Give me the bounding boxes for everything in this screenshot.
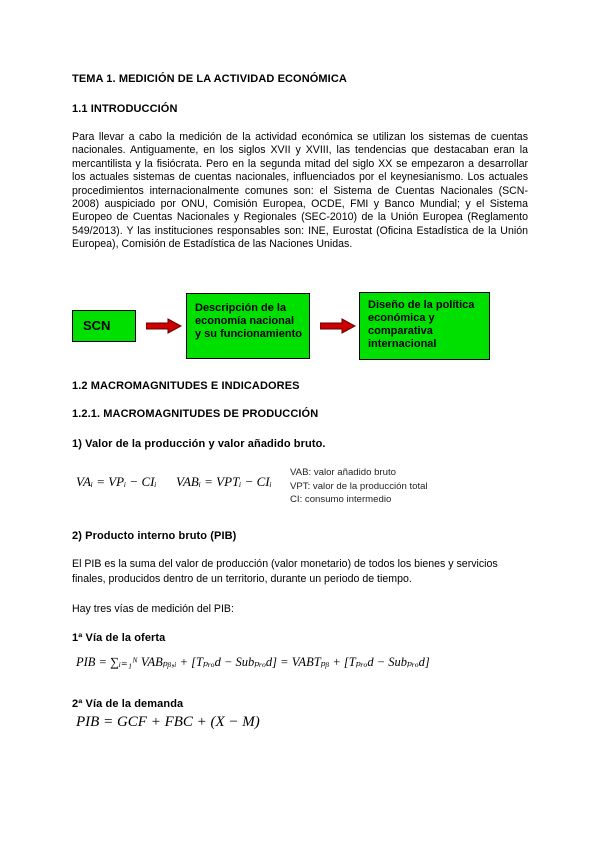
legend-line: CI: consumo intermedio [290,494,392,505]
section-heading-1-1: 1.1 INTRODUCCIÓN [72,103,178,115]
pib-paragraph: El PIB es la suma del valor de producción (valor monetario) de todos los bienes y servicios finales, producidos dentro de un territorio, durante un periodo de tiempo. [72,558,498,585]
diagram-box-diseno: Diseño de la política económica y comparativa internacional [359,292,490,360]
formula-va: VAᵢ = VPᵢ − CIᵢ [76,474,157,489]
diagram-box-descripcion: Descripción de la economía nacional y su funcionamiento [186,293,310,359]
arrow-right-icon [320,318,356,334]
formula-legend [290,466,428,507]
formula-oferta: PIB = ∑ᵢ₌₁ᴺ VABₚᵦ,ᵢ + [Tₚᵣₒd − Subₚᵣₒd] = VABTₚᵦ + [Tₚᵣₒd − Subₚᵣₒd] [76,655,430,669]
intro-paragraph: Para llevar a cabo la medición de la actividad económica se utilizan los sistemas de cuentas nacionales. Antiguamente, en los siglos XVII y XVIII, las tendencias que destacaban eran la mercantilista y la fisiócrata. Pero en la segunda mitad del siglo XX se empezaron a desarrollar los actuales sistemas de cuentas nacionales, influenciados por el keynesianismo. Los actuales procedimientos internacionalmente comunes son: el Sistema de Cuentas Nacionales (SCN-2008) auspiciado por ONU, Comisión Europea, OCDE, FMI y Banco Mundial; y el Sistema Europeo de Cuentas Nacionales y Regionales (SEC-2010) de la Unión Europea (Reglamento 549/2013). Y las instituciones responsables son: INE, Eurostat (Oficina Estadística de la Unión Europea), Comisión de Estadística de las Naciones Unidas. [72,131,528,251]
item-2-title: 2) Producto interno bruto (PIB) [72,530,237,542]
arrow-right-icon [146,318,182,334]
legend-line: VAB: valor añadido bruto [290,467,396,478]
diagram-box-scn: SCN [72,310,136,342]
via-demanda-title: 2ª Vía de la demanda [72,698,184,710]
section-heading-1-2-1: 1.2.1. MACROMAGNITUDES DE PRODUCCIÓN [72,408,319,420]
formula-vab: VABᵢ = VPTᵢ − CIᵢ [176,474,272,489]
legend-line: VPT: valor de la producción total [290,480,428,492]
item-1-title: 1) Valor de la producción y valor añadido bruto. [72,438,326,450]
section-heading-1-2: 1.2 MACROMAGNITUDES E INDICADORES [72,380,300,392]
page-title: TEMA 1. MEDICIÓN DE LA ACTIVIDAD ECONÓMICA [72,73,347,85]
via-oferta-title: 1ª Vía de la oferta [72,632,166,644]
formula-demanda: PIB = GCF + FBC + (X − M) [76,714,260,730]
three-ways-text: Hay tres vías de medición del PIB: [72,603,234,615]
